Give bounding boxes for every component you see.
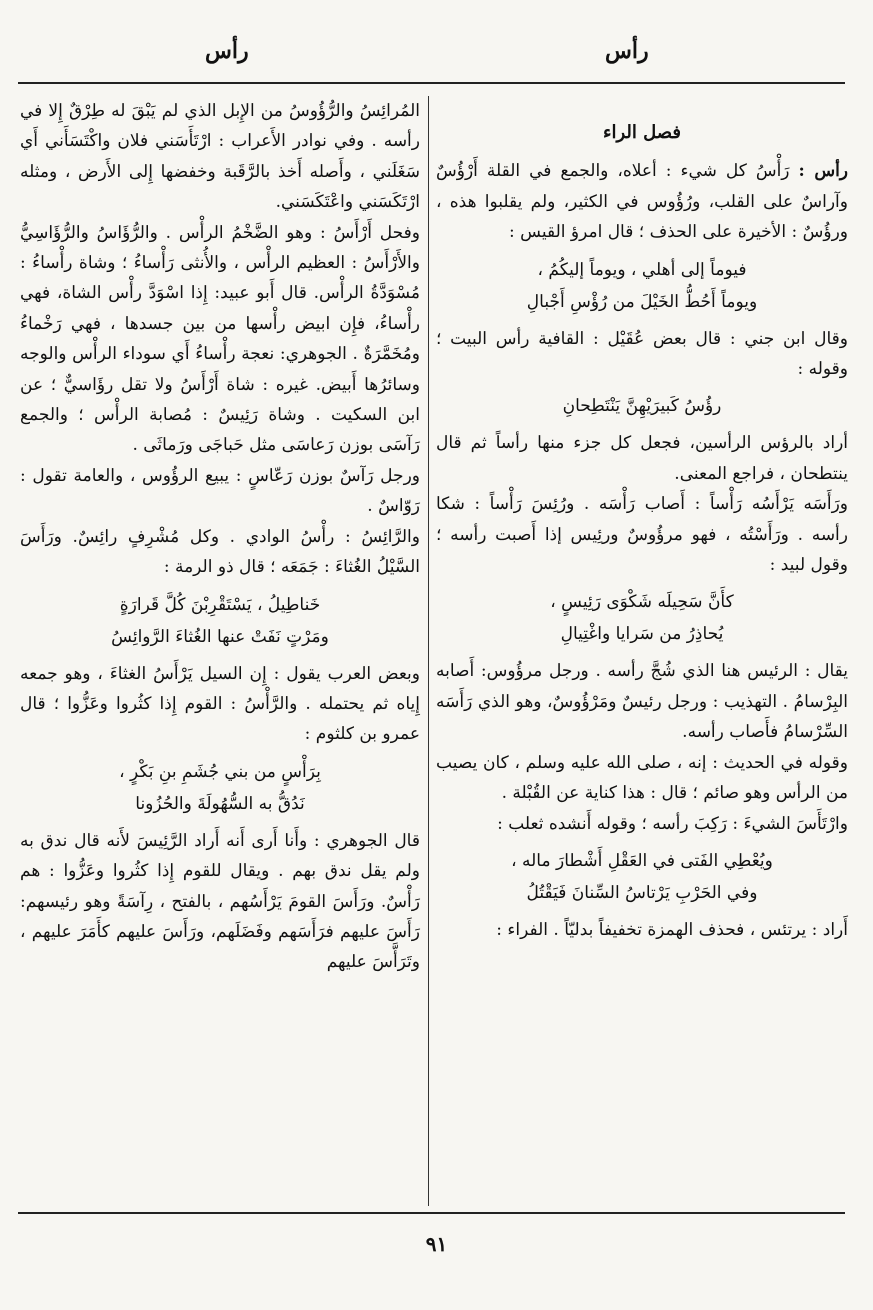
verse-line: خَناطِيلُ ، يَسْتَقْرِبْنَ كُلَّ قَرارَةٍ (119, 594, 321, 615)
right-column (436, 96, 848, 945)
entry-paragraph: وفحل أَرْأَسُ : وهو الضَّخْمُ الرأْس . والرُّؤَاسُ والرُّؤَاسِيُّ والأَرْأَسُ : العظيم الرأْس ، والأُنثى رَأْساءُ ؛ وشاة رأْساءُ : مُسْوَدَّةُ الرأْس. قال أَبو عبيد: إِذا اسْوَدَّ رأْس الشاة، فهي رأْساءُ، فإِن ابيض رأْسها من بين جسدها ، فهي رَخْماءُ ومُخَمَّرَةٌ . الجوهري: نعجة رأْساءُ أَي سوداء الرأْس والوجه وسائرُها أَبيض. غيره : شاة أَرْأَسُ ولا تقل رؤَاسيٌّ ؛ عن ابن السكيت . وشاة رَئِيسٌ : مُصابة الرأْس ؛ والجمع رَآسَى بوزن رَعاسَى مثل حَباجَى ورَماثَى . (20, 222, 420, 456)
section-title: فصل الراء (603, 122, 681, 143)
verse-line: وفي الحَرْبِ يَرْتاسُ السِّنانَ فَيَقْتُلُ (526, 882, 758, 903)
verse-line: بِرَأْسٍ من بني جُشَمِ بنِ بَكْرٍ ، (119, 761, 321, 782)
page-number: ٩١ (425, 1232, 448, 1256)
entry-paragraph: يقال : الرئيس هنا الذي شُجَّ رأسه . ورجل مرؤُوس: أَصابه البِرْسامُ . التهذيب : ورجل رئيسٌ ومَرْؤُوسٌ، وهو الذي رَأَسَه السِّرْسامُ فأَصاب رأسه. (436, 661, 848, 743)
verse-block (436, 254, 848, 318)
entry-paragraph: أراد بالرؤس الرأسين، فجعل كل جزء منها رأساً ثم قال ينتطحان ، فراجع المعنى. (436, 433, 848, 484)
entry-paragraph: وقال ابن جني : قال بعض عُقَيْل : القافية رأس البيت ؛ وقوله : (436, 328, 848, 380)
entry-text: رَأْسُ كل شيء : أعلاه، والجمع في القلة أَرْؤُسٌ وآراسٌ على القلب، ورُؤُوس في الكثير، ولم يقلبوا هذه ، ورؤُسٌ : الأخيرة على الحذف ؛ قال امرؤ القيس : (436, 161, 848, 243)
headword: رأس : (798, 161, 848, 182)
entry-paragraph: وارْتَأَسَ الشيءَ : رَكِبَ رأسه ؛ وقوله أَنشده ثعلب : (497, 813, 848, 834)
verse-line: كأَنَّ سَحِيلَه شَكْوَى رَئِيسٍ ، (550, 592, 734, 613)
verse-block (436, 586, 848, 650)
running-header-right: رأس (605, 38, 649, 64)
running-header-left: رأس (205, 38, 249, 64)
verse-line: فيوماً إلى أهلي ، ويوماً إليكُمُ ، (537, 259, 747, 280)
verse-line: ويُعْطِي الفَتى في العَقْلِ أَشْطارَ ماله ، (511, 850, 773, 871)
entry-paragraph: قال الجوهري : وأَنا أَرى أَنه أَراد الرَّئِيسَ لأَنه قال ندق به ولم يقل ندق بهم . ويقال للقوم إِذا كثُروا وعَزُّوا : هم رَأْسٌ. ورَأَسَ القومَ يَرْأَسُهم ، بالفتح ، رِآسَةً وهو رئيسهم: رَأَسَ عليهم فرَأَسَهم وفَضَلَهم، ورَأَسَ عليهم كأَمَرَ عليهم ، وتَرَأَّسَ عليهم (20, 830, 420, 973)
verse-line: ومَرْتٍ نَفَتْ عنها الغُثاءَ الرَّوائِسُ (111, 626, 329, 647)
verse-block (436, 390, 848, 422)
verse-line: نَدُقُّ به السُّهُولَةَ والحُزُونا (135, 793, 305, 814)
bottom-rule (18, 1212, 845, 1214)
entry-paragraph: ورجل رَآسٌ بوزن رَعّاسٍ : يبيع الرؤُوس ، والعامة تقول : رَوّاسٌ . (20, 465, 420, 517)
verse-block (20, 589, 420, 653)
top-rule (18, 82, 845, 84)
verse-block (20, 756, 420, 820)
entry-paragraph: والرَّائِسُ : رأْسُ الوادي . وكل مُشْرِفٍ رائِسٌ. ورَأَسَ السَّيْلُ الغُثاءَ : جَمَعَه ؛ قال ذو الرمة : (20, 526, 420, 578)
entry-paragraph: المُرائِسُ والرُّؤُوسُ من الإِبل الذي لم يَبْقَ له طِرْقٌ إِلا في رأسه . وفي نوادر الأَعراب : ارْتَأَسَني فلان واكْتَسَأَني أَي سَغَلَني ، وأَصله أَخذ بالرَّقَبة وخفضها إِلى الأَرض ، ومثله ارْتَكَسَني واعْتَكَسَني. (20, 101, 420, 213)
entry-paragraph: ورَأَسَه يَرْأَسُه رَأْساً : أَصاب رَأْسَه . ورُئِسَ رَأْساً : شكا رأسه . ورَأَسْتُه ، فهو مرؤُوسٌ ورئِيس إذا أَصبت رأسه ؛ وقول لبيد : (436, 494, 848, 576)
verse-block (436, 845, 848, 909)
left-column (20, 96, 420, 978)
verse-line: رؤُسُ كَبيرَيْهِنَّ يَنْتَطِحانِ (562, 396, 722, 417)
column-divider (428, 96, 429, 1206)
entry-paragraph: وقوله في الحديث : إنه ، صلى الله عليه وسلم ، كان يصيب من الرأس وهو صائم ؛ قال : هذا كناية عن القُبْلة . (436, 752, 848, 804)
entry-paragraph: وبعض العرب يقول : إِن السيل يَرْأَسُ الغثاءَ ، وهو جمعه إِياه ثم يحتمله . والرَّأْسُ : القوم إِذا كثُروا وعَزُّوا ؛ قال عمرو بن كلثوم : (20, 663, 420, 745)
entry-paragraph: أَراد : يرتئس ، فحذف الهمزة تخفيفاً بدليّاً . الفراء : (496, 919, 848, 940)
verse-line: ويوماً أَحُطُّ الخَيْلَ من رُؤْسِ أَجْبالِ (526, 291, 758, 312)
verse-line: يُحاذِرُ من سَرايا واغْتِيالِ (560, 624, 724, 645)
entry-paragraph (436, 156, 848, 247)
